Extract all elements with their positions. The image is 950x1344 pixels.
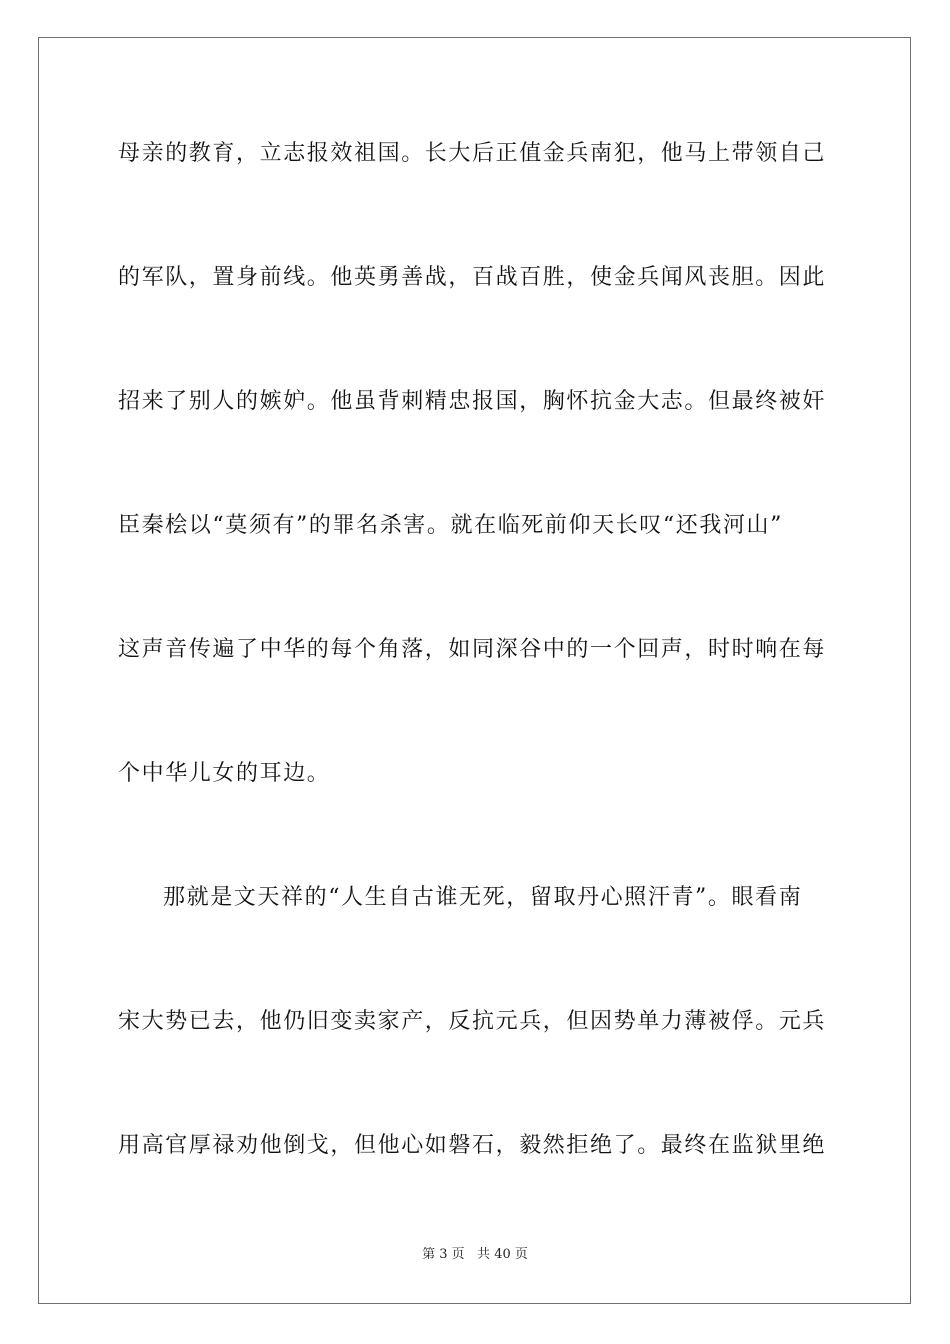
paragraph-line-4: 臣秦桧以“莫须有”的罪名杀害。就在临死前仰天长叹“还我河山” — [118, 513, 783, 538]
paragraph-line-8: 宋大势已去，他仍旧变卖家产，反抗元兵，但因势单力薄被俘。元兵 — [118, 1009, 827, 1034]
paragraph-line-1: 母亲的教育，立志报效祖国。长大后正值金兵南犯，他马上带领自己 — [118, 141, 827, 166]
paragraph-line-3: 招来了别人的嫉妒。他虽背刺精忠报国，胸怀抗金大志。但最终被奸 — [118, 389, 827, 414]
paragraph-line-5: 这声音传遍了中华的每个角落，如同深谷中的一个回声，时时响在每 — [118, 637, 827, 662]
page-border — [38, 37, 911, 1304]
page-number-footer: 第 3 页 共 40 页 — [422, 1247, 528, 1262]
paragraph-line-2: 的军队，置身前线。他英勇善战，百战百胜，使金兵闻风丧胆。因此 — [118, 265, 827, 290]
paragraph-line-7: 那就是文天祥的“人生自古谁无死，留取丹心照汗青”。眼看南 — [163, 885, 803, 910]
paragraph-line-6: 个中华儿女的耳边。 — [118, 761, 331, 786]
paragraph-line-9: 用高官厚禄劝他倒戈，但他心如磐石，毅然拒绝了。最终在监狱里绝 — [118, 1133, 827, 1158]
